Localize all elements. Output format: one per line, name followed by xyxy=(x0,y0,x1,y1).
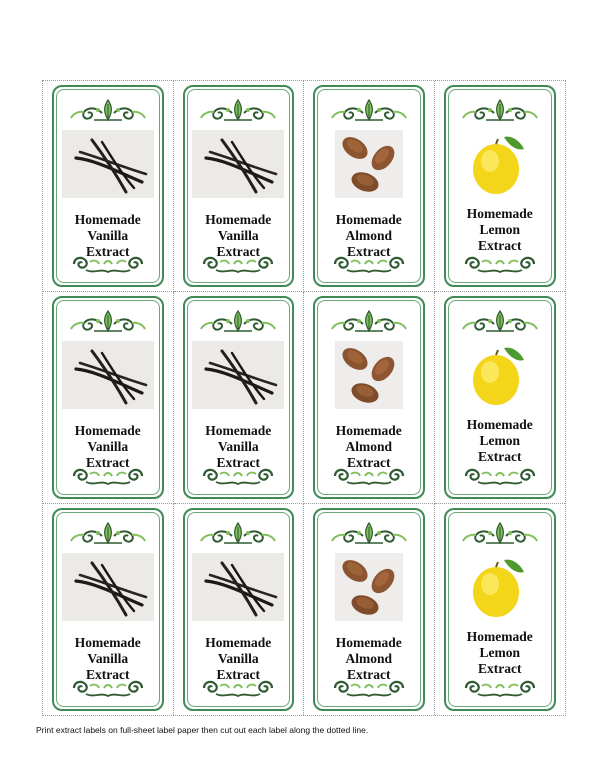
top-ornament-icon xyxy=(198,521,278,547)
vanilla-beans-image xyxy=(192,341,284,409)
label-title: Homemade Vanilla Extract xyxy=(205,212,272,259)
almonds-image xyxy=(335,553,403,621)
label-title: Homemade Almond Extract xyxy=(335,634,402,682)
top-ornament-icon xyxy=(198,309,278,335)
bottom-ornament-icon xyxy=(460,466,540,488)
label-title: Homemade Almond Extract xyxy=(335,423,402,471)
bottom-ornament-icon xyxy=(68,254,148,276)
bottom-ornament-icon xyxy=(460,678,540,700)
label-cell xyxy=(304,504,435,715)
label-sheet xyxy=(42,80,566,716)
vanilla-beans-image xyxy=(62,553,154,621)
bottom-ornament-icon xyxy=(198,466,278,488)
label-cell xyxy=(435,81,566,292)
almonds-image xyxy=(335,341,403,409)
bottom-ornament-icon xyxy=(329,678,409,700)
vanilla-beans-image xyxy=(62,341,154,409)
vanilla-beans-image xyxy=(62,130,154,198)
label-cell xyxy=(304,81,435,292)
lemon-image xyxy=(468,342,532,408)
extract-label xyxy=(183,296,295,498)
top-ornament-icon xyxy=(329,521,409,547)
extract-label xyxy=(52,508,164,711)
top-ornament-icon xyxy=(68,98,148,124)
label-title: Homemade Vanilla Extract xyxy=(74,212,141,259)
vanilla-beans-image xyxy=(192,553,284,621)
bottom-ornament-icon xyxy=(198,254,278,276)
bottom-ornament-icon xyxy=(329,466,409,488)
vanilla-beans-image xyxy=(192,130,284,198)
top-ornament-icon xyxy=(198,98,278,124)
top-ornament-icon xyxy=(460,98,540,124)
extract-label xyxy=(444,508,557,711)
extract-label xyxy=(313,508,425,711)
bottom-ornament-icon xyxy=(198,678,278,700)
label-cell xyxy=(435,292,566,503)
top-ornament-icon xyxy=(460,521,540,547)
top-ornament-icon xyxy=(68,521,148,547)
lemon-image xyxy=(468,131,532,197)
print-instructions: Print extract labels on full-sheet label paper then cut out each label along the dotted line. xyxy=(36,725,369,735)
extract-label xyxy=(183,508,295,711)
bottom-ornament-icon xyxy=(68,466,148,488)
extract-label xyxy=(313,296,425,498)
top-ornament-icon xyxy=(329,98,409,124)
top-ornament-icon xyxy=(68,309,148,335)
bottom-ornament-icon xyxy=(68,678,148,700)
label-title: Homemade Lemon Extract xyxy=(466,417,533,465)
label-title: Homemade Vanilla Extract xyxy=(74,423,141,471)
label-cell xyxy=(174,81,305,292)
extract-label xyxy=(183,85,295,287)
extract-label xyxy=(444,296,557,498)
label-cell xyxy=(174,292,305,503)
extract-label xyxy=(444,85,557,287)
label-title: Homemade Almond Extract xyxy=(335,212,402,259)
label-title: Homemade Vanilla Extract xyxy=(205,423,272,471)
lemon-image xyxy=(468,554,532,620)
label-cell xyxy=(43,504,174,715)
top-ornament-icon xyxy=(329,309,409,335)
bottom-ornament-icon xyxy=(329,254,409,276)
label-title: Homemade Lemon Extract xyxy=(466,206,533,253)
extract-label xyxy=(52,85,164,287)
label-cell xyxy=(174,504,305,715)
top-ornament-icon xyxy=(460,309,540,335)
label-title: Homemade Vanilla Extract xyxy=(205,634,272,682)
label-title: Homemade Vanilla Extract xyxy=(74,634,141,682)
label-cell xyxy=(304,292,435,503)
extract-label xyxy=(52,296,164,498)
label-cell xyxy=(43,292,174,503)
label-cell xyxy=(43,81,174,292)
label-cell xyxy=(435,504,566,715)
extract-label xyxy=(313,85,425,287)
bottom-ornament-icon xyxy=(460,254,540,276)
label-title: Homemade Lemon Extract xyxy=(466,628,533,676)
almonds-image xyxy=(335,130,403,198)
